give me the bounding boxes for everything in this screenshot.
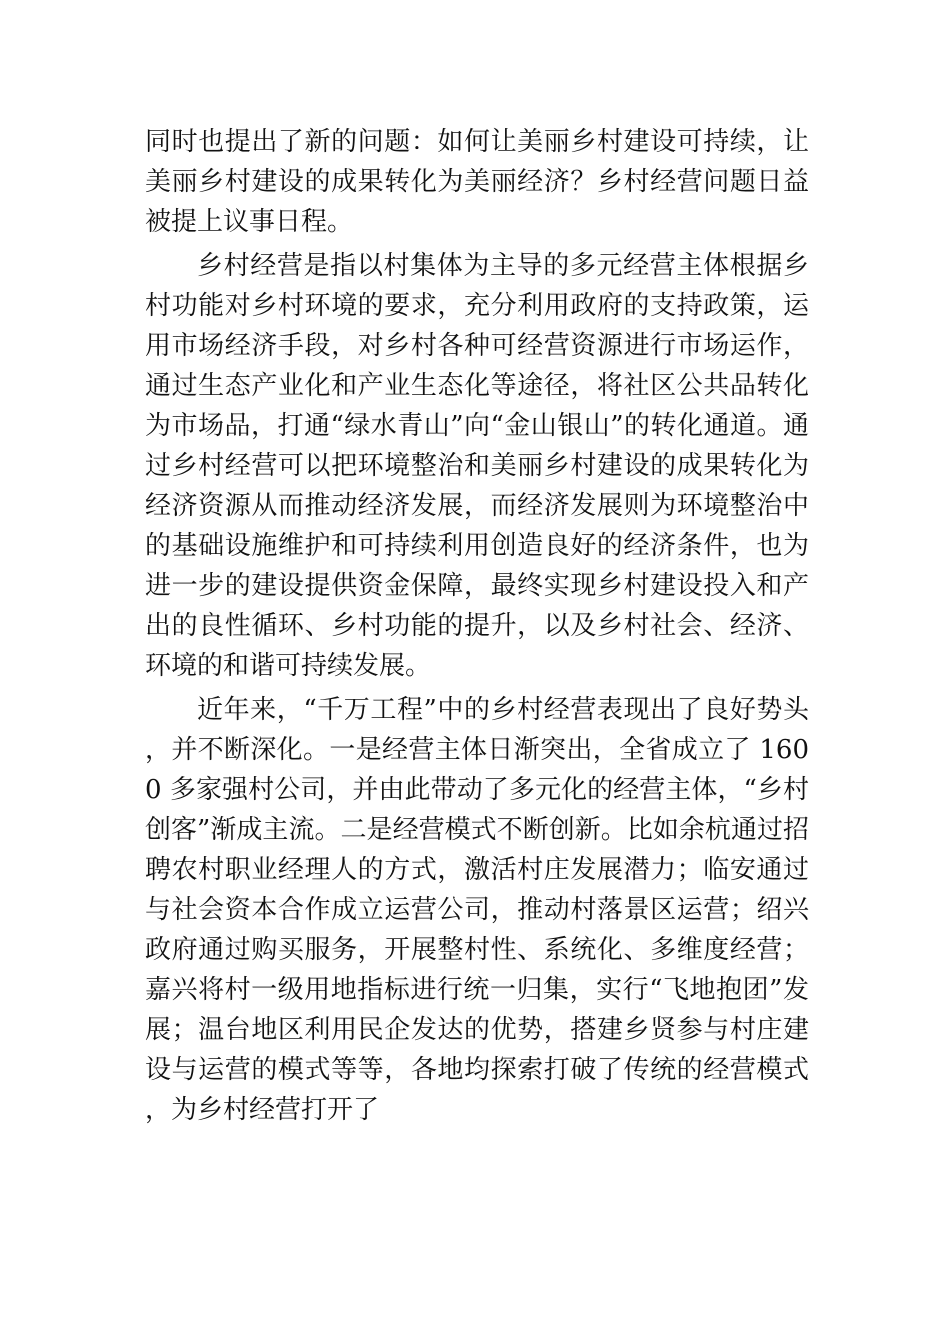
paragraph-continuation: 同时也提出了新的问题：如何让美丽乡村建设可持续，让美丽乡村建设的成果转化为美丽经济？乡村经营问题日益被提上议事日程。 <box>145 127 809 237</box>
paragraph-recent-developments: 近年来，“千万工程”中的乡村经营表现出了良好势头，并不断深化。一是经营主体日渐突出，全省成立了 1600 多家强村公司，并由此带动了多元化的经营主体，“乡村创客”渐成主流。二是经营模式不断创新。比如余杭通过招聘农村职业经理人的方式，激活村庄发展潜力；临安通过与社会资本合作成立运营公司，推动村落景区运营；绍兴政府通过购买服务，开展整村性、系统化、多维度经营；嘉兴将村一级用地指标进行统一归集，实行“飞地抱团”发展；温台地区利用民企发达的优势，搭建乡贤参与村庄建设与运营的模式等等，各地均探索打破了传统的经营模式，为乡村经营打开了 <box>145 695 809 1125</box>
document-page <box>145 122 809 1130</box>
paragraph-rural-management-definition: 乡村经营是指以村集体为主导的多元经营主体根据乡村功能对乡村环境的要求，充分利用政府的支持政策，运用市场经济手段，对乡村各种可经营资源进行市场运作，通过生态产业化和产业生态化等途径，将社区公共品转化为市场品，打通“绿水青山”向“金山银山”的转化通道。通过乡村经营可以把环境整治和美丽乡村建设的成果转化为经济资源从而推动经济发展，而经济发展则为环境整治中的基础设施维护和可持续利用创造良好的经济条件，也为进一步的建设提供资金保障，最终实现乡村建设投入和产出的良性循环、乡村功能的提升，以及乡村社会、经济、环境的和谐可持续发展。 <box>145 251 809 681</box>
